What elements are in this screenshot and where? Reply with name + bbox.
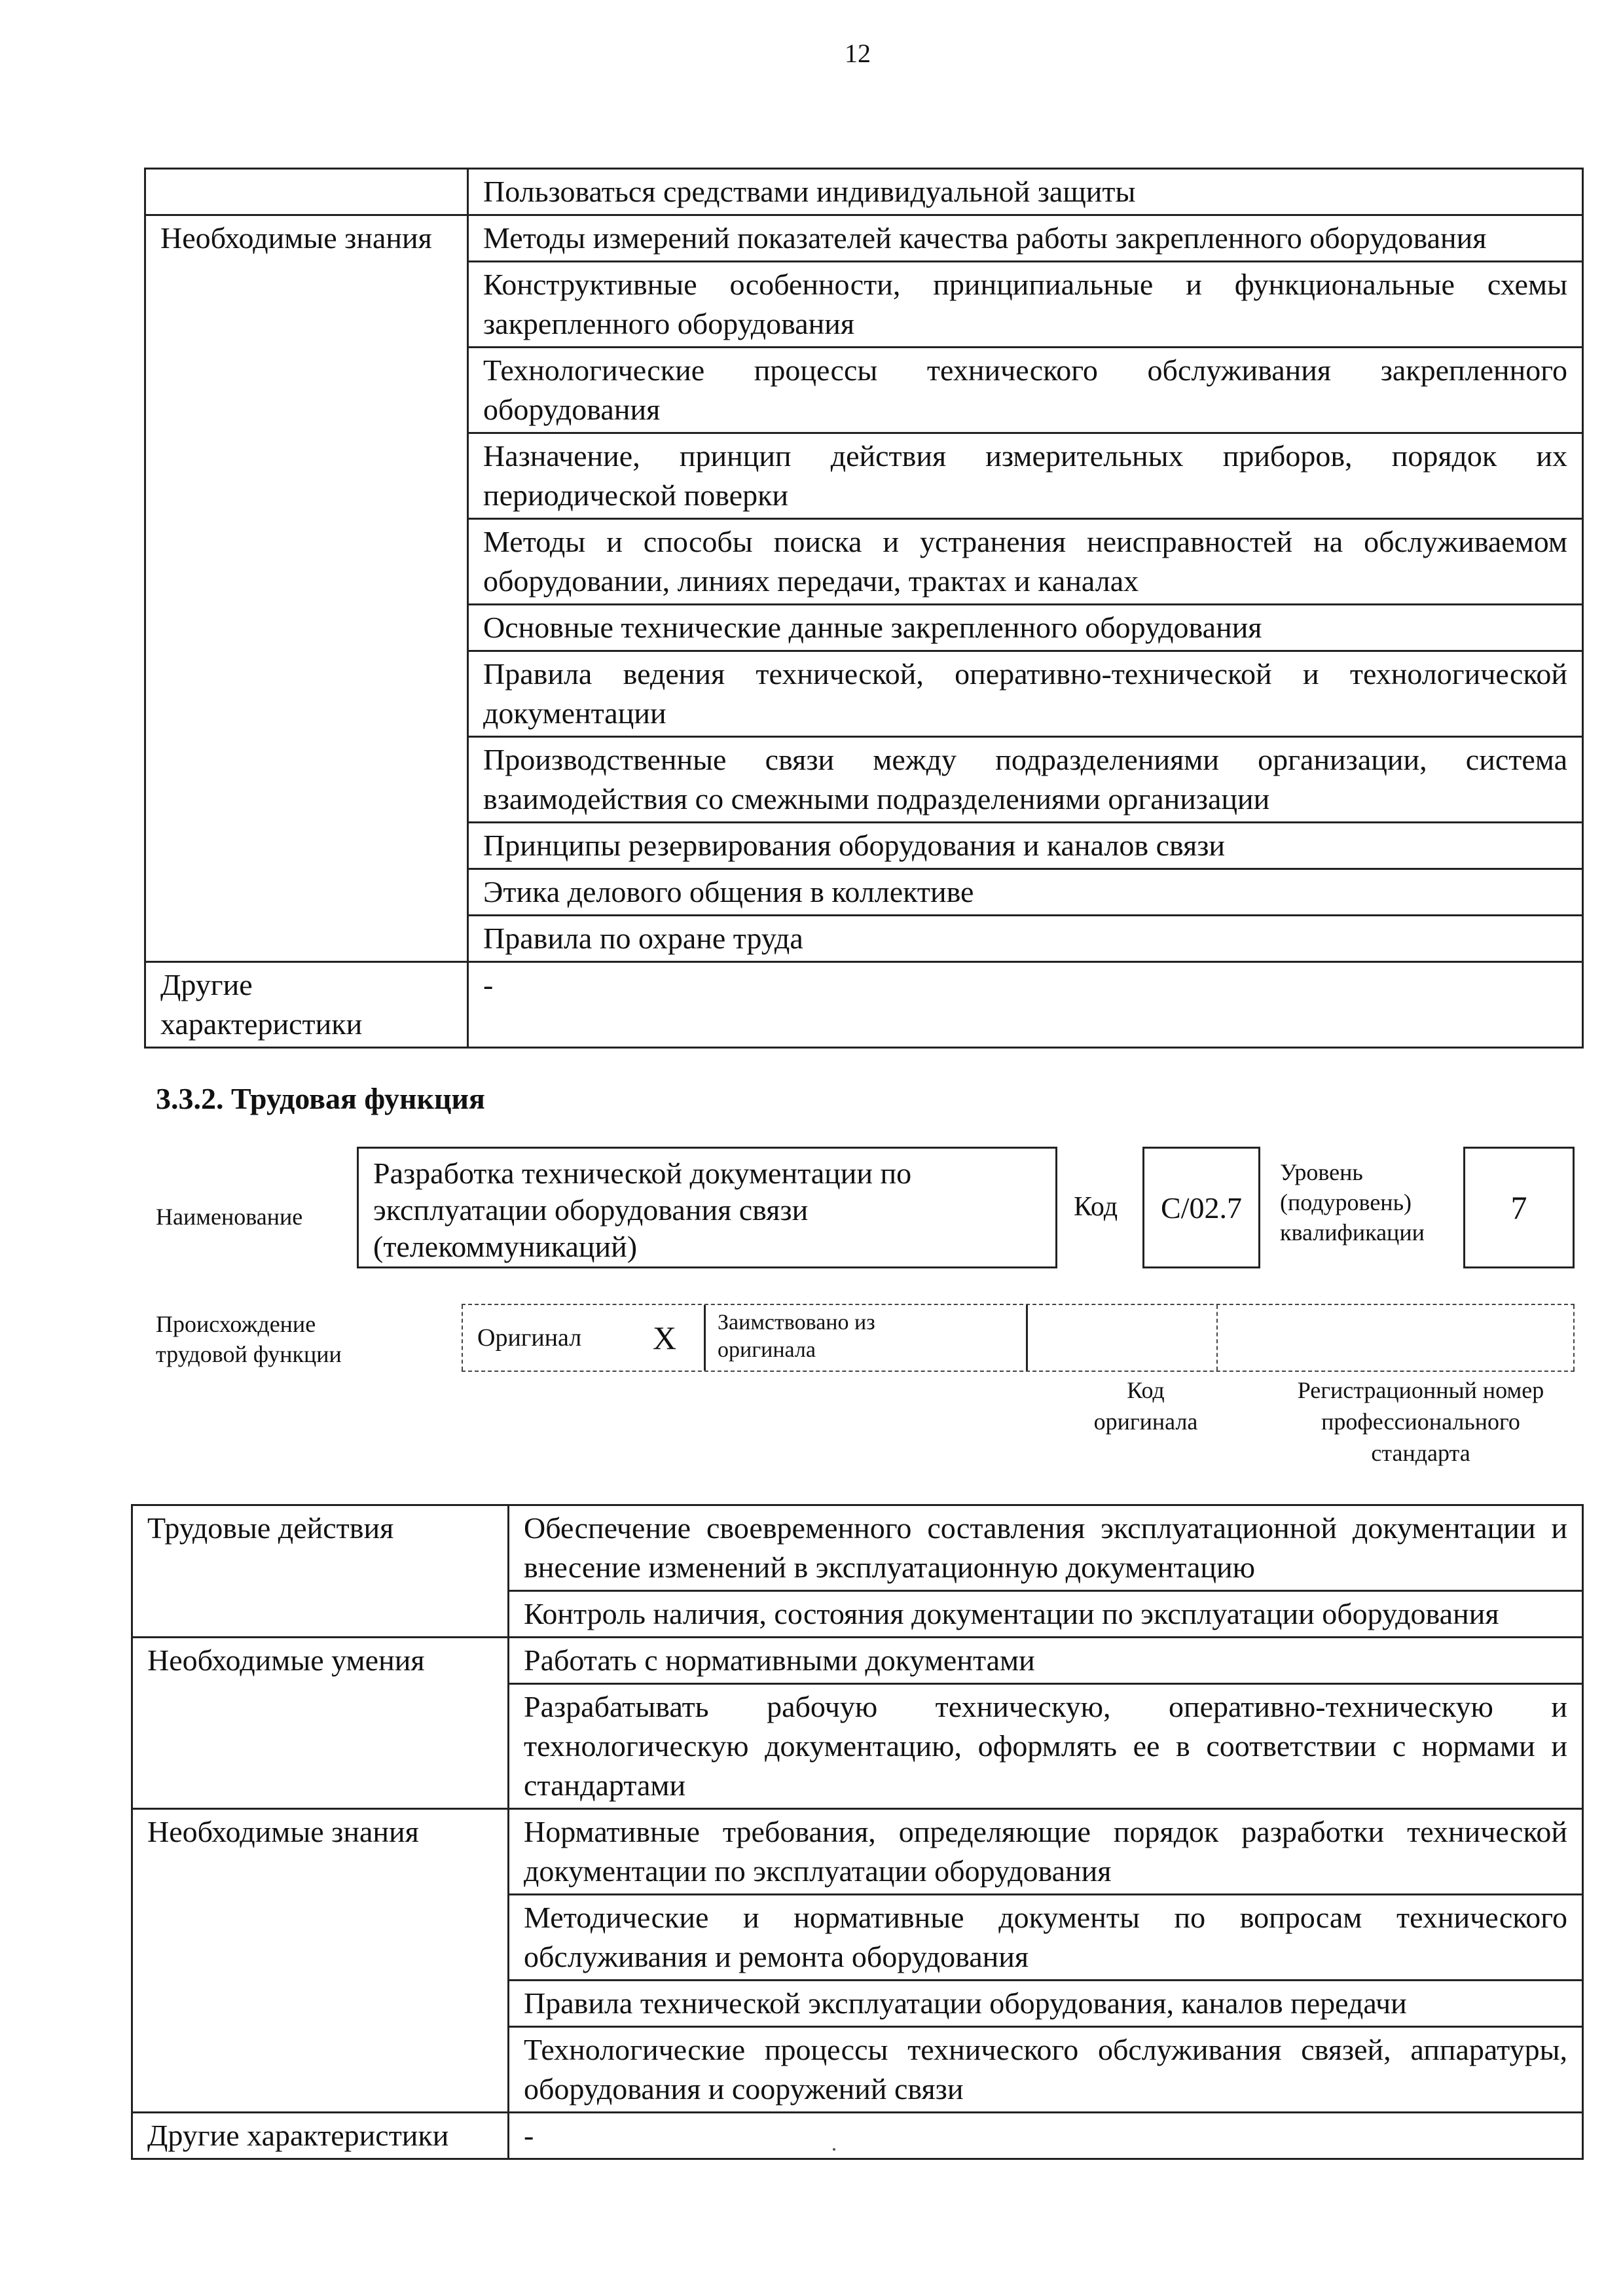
row-item: Правила по охране труда (468, 916, 1583, 962)
row-item: Правила технической эксплуатации оборудования, каналов передачи (509, 1981, 1583, 2027)
original-code-caption (1061, 1374, 1231, 1437)
row-label: Необходимые умения (132, 1638, 509, 1809)
table-row (132, 1809, 1583, 1895)
row-item: Конструктивные особенности, принципиальные и функциональные схемы закрепленного оборудования (468, 262, 1583, 348)
registration-number-cell (1218, 1305, 1575, 1371)
row-item: Пользоваться средствами индивидуальной защиты (468, 169, 1583, 215)
row-label: Другие характеристики (145, 962, 468, 1048)
row-item: Контроль наличия, состояния документации по эксплуатации оборудования (509, 1591, 1583, 1638)
original-mark: X (652, 1319, 677, 1356)
row-item: Разрабатывать рабочую техническую, оперативно-техническую и технологическую документацию, оформлять ее в соответствии с нормами и стандартами (509, 1684, 1583, 1809)
row-item: Нормативные требования, определяющие порядок разработки технической документации по эксплуатации оборудования (509, 1809, 1583, 1895)
page-number: 12 (845, 39, 871, 68)
registration-number-caption (1247, 1374, 1594, 1469)
table-row (132, 1638, 1583, 1684)
borrowed-label (704, 1305, 1028, 1371)
original-code-cell (1028, 1305, 1218, 1371)
scan-speck (833, 2148, 835, 2151)
level-label-line: квалификации (1280, 1219, 1425, 1246)
caption-line: Код (1127, 1377, 1165, 1403)
row-label: Необходимые знания (145, 215, 468, 962)
row-label: Трудовые действия (132, 1505, 509, 1638)
function-name-value: Разработка технической документации по эксплуатации оборудования связи (телекоммуникаций) (357, 1147, 1057, 1268)
level-label-line: Уровень (1280, 1159, 1363, 1185)
section-heading: 3.3.2. Трудовая функция (156, 1082, 485, 1115)
row-label (145, 169, 468, 215)
level-label (1280, 1157, 1425, 1247)
original-label: Оригинал (462, 1305, 625, 1371)
row-item: Методы и способы поиска и устранения неисправностей на обслуживаемом оборудовании, линиях передачи, трактах и каналах (468, 519, 1583, 605)
row-item: Технологические процессы технического обслуживания связей, аппаратуры, оборудования и сооружений связи (509, 2027, 1583, 2113)
qualification-level-value: 7 (1463, 1147, 1575, 1268)
function-code-value: С/02.7 (1142, 1147, 1260, 1268)
row-item: Этика делового общения в коллективе (468, 869, 1583, 916)
origin-row (462, 1304, 1575, 1372)
skills-knowledge-table-continued (144, 168, 1584, 1049)
row-item: Методические и нормативные документы по вопросам технического обслуживания и ремонта оборудования (509, 1895, 1583, 1981)
level-label-line: (подуровень) (1280, 1189, 1412, 1215)
row-item: Методы измерений показателей качества работы закрепленного оборудования (468, 215, 1583, 262)
row-label: Другие характеристики (132, 2113, 509, 2159)
row-item: Правила ведения технической, оперативно-технической и технологической документации (468, 651, 1583, 737)
row-item: Основные технические данные закрепленного оборудования (468, 605, 1583, 651)
row-item: Обеспечение своевременного составления эксплуатационной документации и внесение изменений в эксплуатационную документацию (509, 1505, 1583, 1591)
table-row (145, 169, 1583, 215)
table-row (145, 215, 1583, 262)
origin-label-line: Происхождение (156, 1311, 316, 1337)
labor-function-table (131, 1504, 1584, 2160)
row-item: - (509, 2113, 1583, 2159)
code-label: Код (1074, 1192, 1118, 1222)
row-item: - (468, 962, 1583, 1048)
table-row (145, 962, 1583, 1048)
row-item: Технологические процессы технического обслуживания закрепленного оборудования (468, 348, 1583, 433)
table-row (132, 2113, 1583, 2159)
name-label: Наименование (156, 1204, 303, 1230)
borrowed-label-line: оригинала (718, 1338, 816, 1362)
row-label: Необходимые знания (132, 1809, 509, 2113)
caption-line: профессионального (1321, 1408, 1520, 1435)
caption-line: стандарта (1371, 1440, 1470, 1466)
row-item: Производственные связи между подразделениями организации, система взаимодействия со смежными подразделениями организации (468, 737, 1583, 823)
row-item: Принципы резервирования оборудования и каналов связи (468, 823, 1583, 869)
origin-label (156, 1309, 342, 1369)
caption-line: Регистрационный номер (1297, 1377, 1544, 1403)
table-row (132, 1505, 1583, 1591)
origin-label-line: трудовой функции (156, 1341, 342, 1367)
borrowed-label-line: Заимствовано из (718, 1310, 875, 1335)
row-item: Работать с нормативными документами (509, 1638, 1583, 1684)
caption-line: оригинала (1093, 1408, 1198, 1435)
row-item: Назначение, принцип действия измерительных приборов, порядок их периодической поверки (468, 433, 1583, 519)
